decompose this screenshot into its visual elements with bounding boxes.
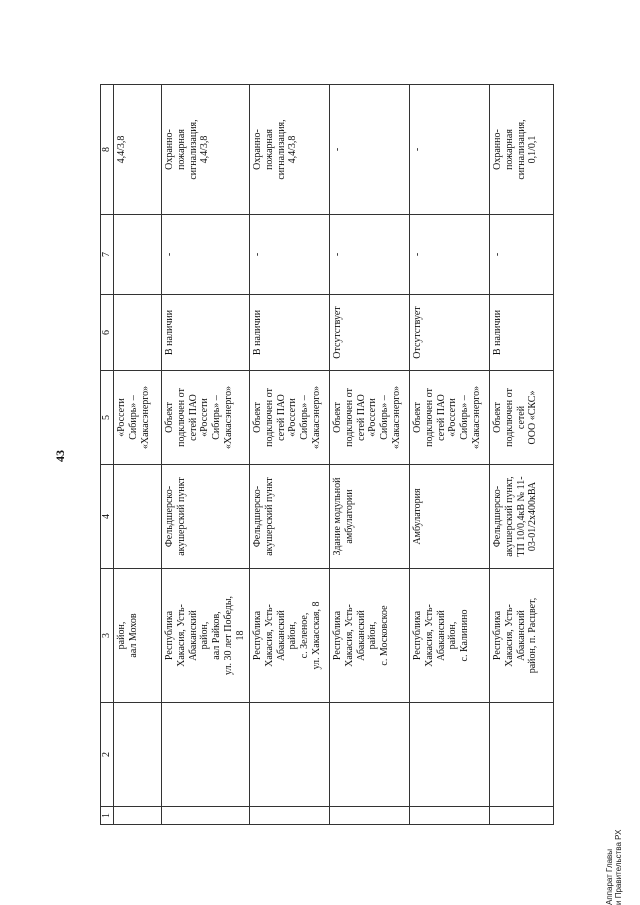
cell-c7: - [250, 215, 330, 295]
table-row [250, 85, 330, 825]
cell-c6: В наличии [490, 295, 554, 371]
cell-c5: Объект подключен от сетей ПАО «Россети Сибирь» – «Хакасэнерго» [330, 371, 410, 465]
cell-c7: - [410, 215, 490, 295]
cell-c4 [114, 465, 162, 569]
cell-empty [114, 703, 162, 807]
cell-c6: Отсутствует [330, 295, 410, 371]
cell-empty [162, 807, 250, 825]
cell-empty [410, 703, 490, 807]
column-header: 2 [101, 703, 114, 807]
footer-line: Аппарат Главы [605, 848, 614, 905]
cell-empty [490, 703, 554, 807]
document-table-rotated [100, 85, 540, 825]
column-header: 6 [101, 295, 114, 371]
table-row [490, 85, 554, 825]
cell-c3: Республика Хакасия, Усть- Абаканский район, аал Райков, ул. 30 лет Победы, 18 [162, 569, 250, 703]
cell-c3: район, аал Мохов [114, 569, 162, 703]
cell-empty [162, 703, 250, 807]
cell-c3: Республика Хакасия, Усть- Абаканский район, п. Расцвет, [490, 569, 554, 703]
table-row [410, 85, 490, 825]
column-header: 5 [101, 371, 114, 465]
table-row [330, 85, 410, 825]
cell-c5: Объект подключен от сетей ПАО «Россети Сибирь» – «Хакасэнерго» [162, 371, 250, 465]
cell-c6 [114, 295, 162, 371]
infrastructure-table [100, 84, 554, 825]
cell-empty [250, 807, 330, 825]
cell-empty [410, 807, 490, 825]
cell-c8: Охранно- пожарная сигнализация, 0,1/0,1 [490, 85, 554, 215]
footer-line: и Правительства РХ [614, 829, 624, 905]
column-header: 1 [101, 807, 114, 825]
cell-c3: Республика Хакасия, Усть- Абаканский район, с. Московское [330, 569, 410, 703]
cell-c4: Здание модульной амбулатории [330, 465, 410, 569]
cell-empty [250, 703, 330, 807]
cell-c5: Объект подключен от сетей ООО «СКС» [490, 371, 554, 465]
cell-c7 [114, 215, 162, 295]
table-row [114, 85, 162, 825]
cell-c5: Объект подключен от сетей ПАО «Россети Сибирь» – «Хакасэнерго» [250, 371, 330, 465]
column-header: 7 [101, 215, 114, 295]
cell-c8: Охранно- пожарная сигнализация, 4,4/3,8 [162, 85, 250, 215]
cell-empty [330, 703, 410, 807]
cell-c8: 4,4/3,8 [114, 85, 162, 215]
column-header: 3 [101, 569, 114, 703]
cell-c7: - [330, 215, 410, 295]
table-header-row [101, 85, 114, 825]
cell-c6: В наличии [162, 295, 250, 371]
cell-c8: - [410, 85, 490, 215]
cell-c4: Амбулатория [410, 465, 490, 569]
cell-c4: Фельдшерско- акушерский пункт [162, 465, 250, 569]
cell-c5: Объект подключен от сетей ПАО «Россети Сибирь» – «Хакасэнерго» [410, 371, 490, 465]
column-header: 8 [101, 85, 114, 215]
page-number: 43 [53, 450, 67, 462]
cell-empty [114, 807, 162, 825]
column-header: 4 [101, 465, 114, 569]
cell-c8: Охранно- пожарная сигнализация, 4,4/3,8 [250, 85, 330, 215]
footer-stamp [605, 785, 623, 905]
cell-empty [490, 807, 554, 825]
cell-empty [330, 807, 410, 825]
cell-c7: - [490, 215, 554, 295]
cell-c6: В наличии [250, 295, 330, 371]
cell-c3: Республика Хакасия, Усть- Абаканский район, с. Зеленое, ул. Хакасская, 8 [250, 569, 330, 703]
cell-c4: Фельдшерско- акушерский пункт, ТП 10/0,4кВ № 11- 03-01/2х400кВА [490, 465, 554, 569]
cell-c3: Республика Хакасия, Усть- Абаканский район, с. Калинино [410, 569, 490, 703]
table-row [162, 85, 250, 825]
cell-c7: - [162, 215, 250, 295]
cell-c5: «Россети Сибирь» – «Хакасэнерго» [114, 371, 162, 465]
cell-c4: Фельдшерско- акушерский пункт [250, 465, 330, 569]
cell-c8: - [330, 85, 410, 215]
cell-c6: Отсутствует [410, 295, 490, 371]
